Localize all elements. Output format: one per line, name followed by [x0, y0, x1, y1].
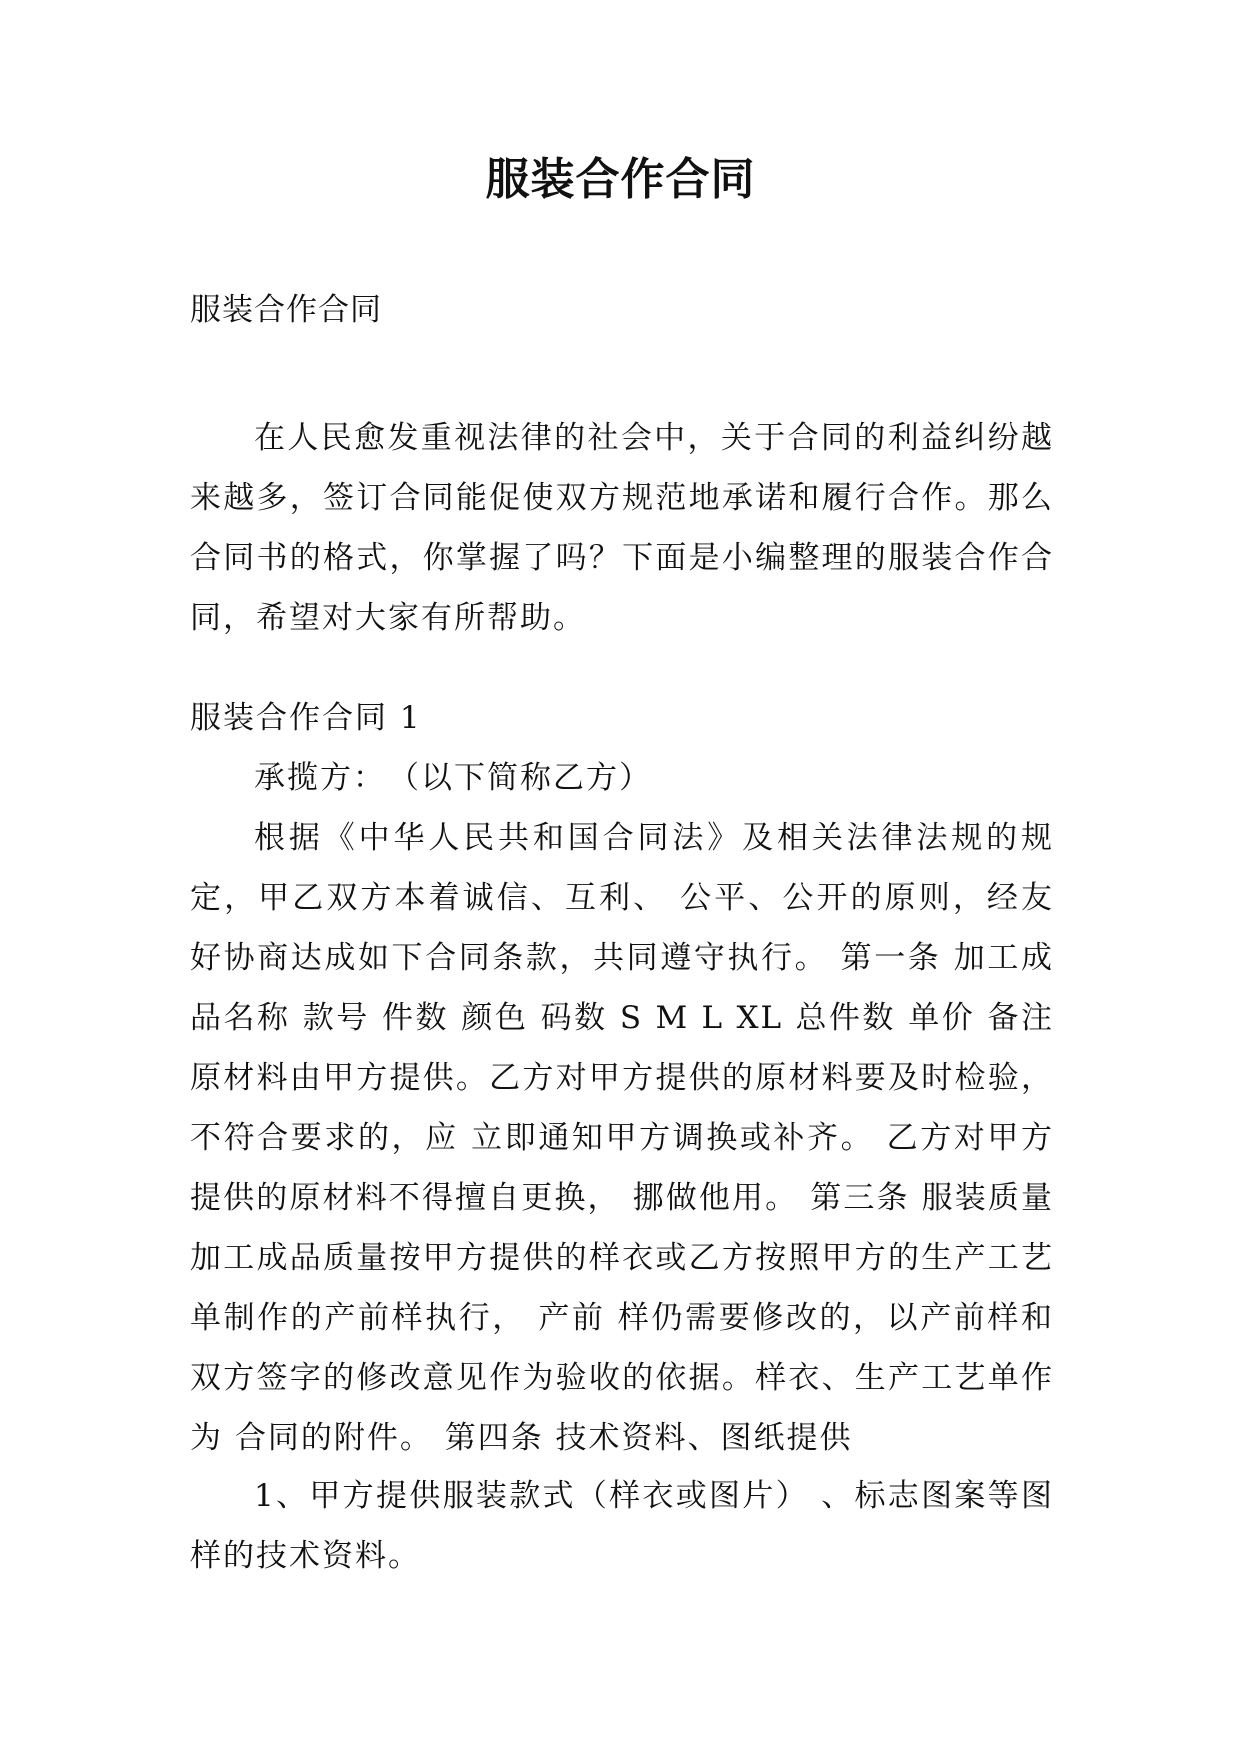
contractor-line: 承揽方： （以下简称乙方）	[254, 760, 652, 796]
document-subtitle: 服装合作合同	[190, 292, 382, 328]
clause-item-1: 1、甲方提供服装款式（样衣或图片） 、标志图案等图样的技术资料。	[190, 1478, 1054, 1574]
contract-body-paragraph: 根据《中华人民共和国合同法》及相关法律法规的规定，甲乙双方本着诚信、互利、 公平、公开的原则，经友好协商达成如下合同条款，共同遵守执行。 第一条 加工成品名称 款号 件数 颜色 码数 S M L XL 总件数 单价 备注原材料由甲方提供。乙方对甲方提供的原材料要及时检验，不符合要求的，应 立即通知甲方调换或补齐。 乙方对甲方提供的原材料不得擅自更换， 挪做他用。 第三条 服装质量 加工成品质量按甲方提供的样衣或乙方按照甲方的生产工艺单制作的产前样执行， 产前 样仍需要修改的，以产前样和双方签字的修改意见作为验收的依据。样衣、生产工艺单作为 合同的附件。 第四条 技术资料、图纸提供	[190, 820, 1054, 1456]
document-title: 服装合作合同	[485, 154, 756, 205]
intro-paragraph: 在人民愈发重视法律的社会中，关于合同的利益纠纷越来越多，签订合同能促使双方规范地承诺和履行合作。那么合同书的格式，你掌握了吗？下面是小编整理的服装合作合同，希望对大家有所帮助。	[190, 420, 1054, 636]
section-heading: 服装合作合同 1	[190, 700, 422, 736]
